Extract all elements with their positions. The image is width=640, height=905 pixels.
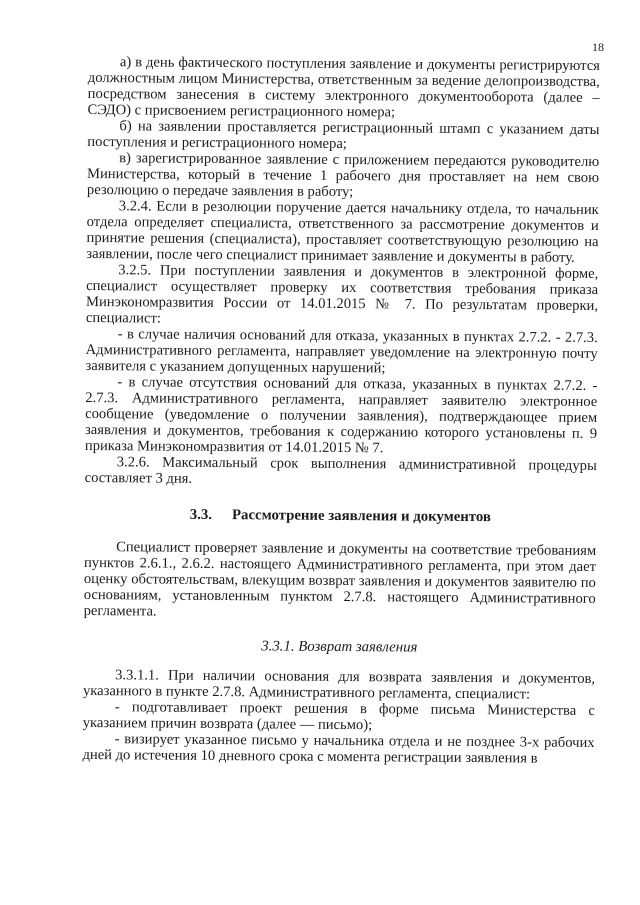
paragraph: 3.2.5. При поступлении заявления и документов в электронной форме, специалист осуществляет проверку их соответствия требования приказа Минэкономразвития России от 14.01.2015 № 7. По результатам проверки, специалист:: [85, 262, 599, 327]
paragraph: Специалист проверяет заявление и документы на соответствие требованиям пунктов 2.6.1., 2.6.2. настоящего Административного регламента, при этом дает оценку обстоятельствам, влекущим возврат заявления и документов заявителю по основаниям, установленным пунктом 2.7.8. настоящего Административного регламента.: [83, 539, 597, 620]
paragraph: 3.2.4. Если в резолюции поручение дается начальнику отдела, то начальник отдела определяет специалиста, ответственного за рассмотрение документов и принятие решения (специалиста), проставляет соответствующую резолюцию на заявлении, после чего специалист принимает заявление и документы в работу.: [86, 198, 599, 266]
paragraph: - визирует указанное письмо у начальника отдела и не позднее 3-х рабочих дней до истечения 10 дневного срока с момента регистрации заявления в: [82, 731, 595, 767]
paragraph: б) на заявлении проставляется регистрационный штамп с указанием даты поступления и регистрационного номера;: [87, 118, 600, 153]
paragraph: - в случае наличия оснований для отказа, указанных в пунктах 2.7.2. - 2.7.3. Административного регламента, направляет уведомление на электронную почту заявителя с указанием допущенных нарушений;: [85, 326, 598, 377]
paragraph: 3.3.1.1. При наличии основания для возврата заявления и документов, указанного в пункте 2.7.8. Административного регламента, специалист:: [82, 667, 596, 703]
paragraph: в) зарегистрированное заявление с приложением передаются руководителю Министерства, который в течение 1 рабочего дня проставляет на нем свою резолюцию о передаче заявления в работу;: [86, 150, 600, 201]
page-number: 18: [592, 40, 604, 54]
section-number: 3.3.: [189, 506, 213, 523]
document-body: [82, 54, 600, 767]
section-heading: [84, 506, 596, 526]
section-title: Рассмотрение заявления и документов: [231, 507, 491, 526]
paragraph: - в случае отсутствия оснований для отказа, указанных в пунктах 2.7.2. - 2.7.3. Административного регламента, направляет заявителю электронное сообщение (уведомление о получении заявления), подтверждающее прием заявления и документов, требования к содержанию которого установлены п. 9 приказа Минэкономразвития от 14.01.2015 № 7.: [84, 374, 598, 457]
subsection-heading: 3.3.1. Возврат заявления: [261, 638, 418, 656]
paragraph: а) в день фактического поступления заявление и документы регистрируются должностным лицом Министерства, ответственным за ведение делопроизводства, посредством занесения в систему электронного документооборота (далее – СЭДО) с присвоением регистрационного номера;: [87, 54, 600, 121]
paragraph: 3.2.6. Максимальный срок выполнения административной процедуры составляет 3 дня.: [84, 454, 597, 487]
paragraph: - подготавливает проект решения в форме письма Министерства с указанием причин возврата (далее — письмо);: [82, 699, 595, 734]
